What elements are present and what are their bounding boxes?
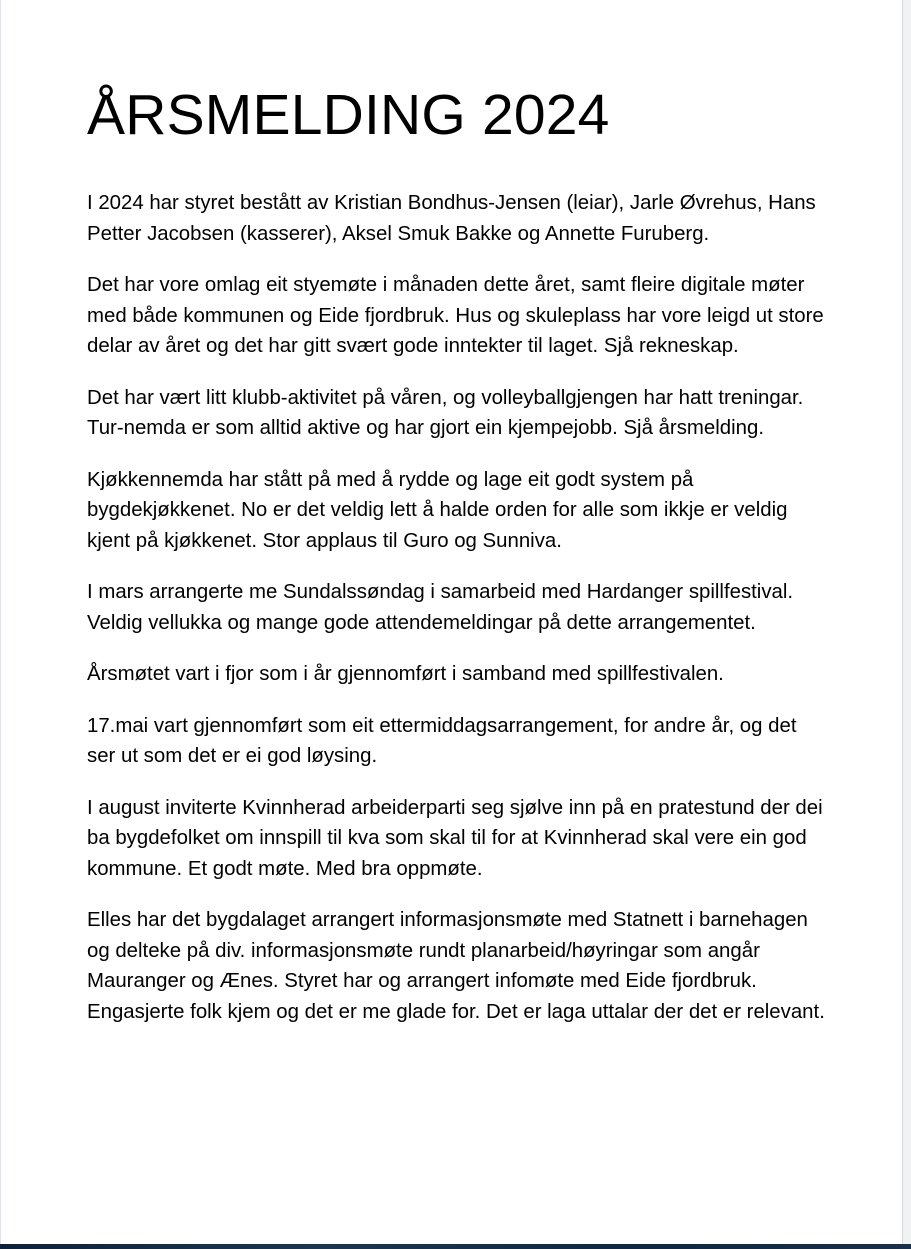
page-content <box>87 80 827 1048</box>
paragraph-august: I august inviterte Kvinnherad arbeiderparti seg sjølve inn på en pratestund der dei ba bygdefolket om innspill til kva som skal til for at Kvinnherad skal vere ein god kommune. Et godt møte. Med bra oppmøte. <box>87 796 823 880</box>
paragraph-17-mai: 17.mai vart gjennomført som eit ettermiddagsarrangement, for andre år, og det ser ut som det er ei god løysing. <box>87 714 797 767</box>
paragraph-board: I 2024 har styret bestått av Kristian Bondhus-Jensen (leiar), Jarle Øvrehus, Hans Petter Jacobsen (kasserer), Aksel Smuk Bakke og Annette Furuberg. <box>87 192 816 245</box>
paragraph-kitchen: Kjøkkennemda har stått på med å rydde og lage eit godt system på bygdekjøkkenet. No er det veldig lett å halde orden for alle som ikkje er veldig kjent på kjøkkenet. Stor applaus til Guro og Sunniva. <box>87 468 788 552</box>
paragraph-sundalssondag: I mars arrangerte me Sundalssøndag i samarbeid med Hardanger spillfestival. Veldig vellukka og mange gode attendemeldingar på dette arrangementet. <box>87 581 794 634</box>
paragraph-info-meetings: Elles har det bygdalaget arrangert informasjonsmøte med Statnett i barnehagen og delteke på div. informasjonsmøte rundt planarbeid/høyringar som angår Mauranger og Ænes. Styret har og arrangert infomøte med Eide fjordbruk. Engasjerte folk kjem og det er me glade for. Det er laga uttalar der det er relevant. <box>87 909 825 1023</box>
paragraph-activities: Det har vært litt klubb-aktivitet på våren, og volleyballgjengen har hatt treningar. Tur-nemda er som alltid aktive og har gjort ein kjempejobb. Sjå årsmelding. <box>87 386 804 439</box>
viewer-right-gutter <box>903 0 911 1244</box>
paragraph-meetings: Det har vore omlag eit styemøte i månaden dette året, samt fleire digitale møter med både kommunen og Eide fjordbruk. Hus og skuleplass har vore leigd ut store delar av året og det har gitt svært gode inntekter til laget. Sjå rekneskap. <box>87 274 824 357</box>
viewer-bottom-edge <box>0 1244 911 1249</box>
document-title: ÅRSMELDING 2024 <box>87 83 610 147</box>
document-page <box>1 0 903 1244</box>
paragraph-annual-meeting: Årsmøtet vart i fjor som i år gjennomført i samband med spillfestivalen. <box>87 663 724 685</box>
